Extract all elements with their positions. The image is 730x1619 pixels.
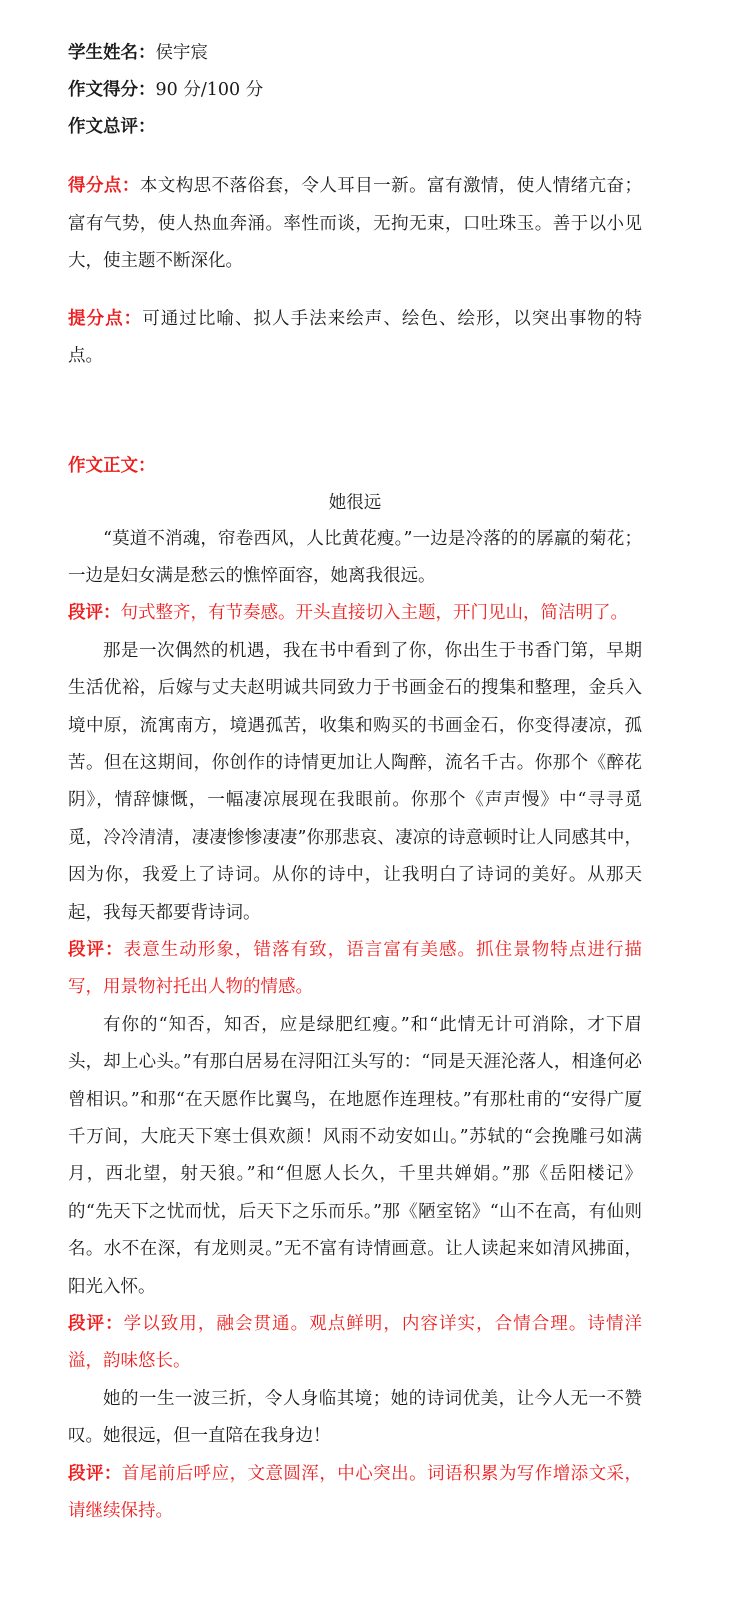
- essay-paragraph-3: 有你的“知否，知否，应是绿肥红瘦。”和“此情无计可消除，才下眉头，却上心头。”有那白居易在浔阳江头写的：“同是天涯沦落人，相逢何必曾相识。”和那“在天愿作比翼鸟，在地愿作连理枝。”有那杜甫的“安得广厦千万间，大庇天下寒士俱欢颜！风雨不动安如山。”苏轼的“会挽雕弓如满月，西北望，射天狼。”和“但愿人长久，千里共婵娟。”那《岳阳楼记》的“先天下之忧而忧，后天下之乐而乐。”那《陋室铭》“山不在高，有仙则名。水不在深，有龙则灵。”无不富有诗情画意。让人读起来如清风拂面，阳光入怀。: [68, 1014, 642, 1297]
- paragraph-review-4: [68, 1456, 642, 1531]
- paragraph-review-1: [68, 595, 642, 632]
- strengths-label: 得分点：: [68, 176, 140, 196]
- essay-report: [68, 0, 642, 1530]
- improvement-label: 提分点：: [68, 308, 143, 329]
- essay-score-value: 90 分/100 分: [155, 80, 264, 100]
- strengths-paragraph: [68, 168, 642, 281]
- improvement-paragraph: [68, 301, 642, 376]
- improvement-text: 可通过比喻、拟人手法来绘声、绘色、绘形，以突出事物的特点。: [68, 308, 643, 366]
- strengths-text: 本文构思不落俗套，令人耳目一新。富有激情，使人情绪亢奋；富有气势，使人热血奔涌。率性而谈，无拘无束，口吐珠玉。善于以小见大，使主题不断深化。: [68, 176, 643, 271]
- essay-score-line: [68, 72, 642, 109]
- review-label: 段评：: [68, 1314, 124, 1335]
- review-label: 段评：: [68, 939, 124, 960]
- student-name-label: 学生姓名：: [68, 43, 156, 63]
- essay-paragraph-4: 她的一生一波三折，令人身临其境；她的诗词优美，让今人无一不赞叹。她很远，但一直陪在我身边！: [68, 1388, 642, 1447]
- student-name-value: 侯宇宸: [155, 43, 208, 63]
- review-text: 学以致用，融会贯通。观点鲜明，内容详实，合情合理。诗情洋溢，韵味悠长。: [68, 1314, 643, 1372]
- essay-summary-label: 作文总评：: [68, 117, 156, 137]
- review-text: 首尾前后呼应，文意圆浑，中心突出。词语积累为写作增添文采，请继续保持。: [68, 1463, 643, 1522]
- review-label: 段评：: [68, 1463, 122, 1484]
- student-name-line: [68, 35, 642, 72]
- paragraph-review-3: [68, 1306, 642, 1381]
- essay-score-label: 作文得分：: [68, 80, 156, 100]
- review-text: 句式整齐，有节奏感。开头直接切入主题，开门见山，简洁明了。: [120, 603, 628, 624]
- review-label: 段评：: [68, 603, 121, 624]
- essay-paragraph-2: 那是一次偶然的机遇，我在书中看到了你，你出生于书香门第，早期生活优裕，后嫁与丈夫赵明诚共同致力于书画金石的搜集和整理，金兵入境中原，流寓南方，境遇孤苦，收集和购买的书画金石，你变得凄凉，孤苦。但在这期间，你创作的诗情更加让人陶醉，流名千古。你那个《醉花阴》，情辞慷慨，一幅凄凉展现在我眼前。你那个《声声慢》中“寻寻觅觅，冷冷清清，凄凄惨惨凄凄”你那悲哀、凄凉的诗意顿时让人同感其中，因为你，我爱上了诗词。从你的诗中，让我明白了诗词的美好。从那天起，我每天都要背诗词。: [68, 640, 642, 923]
- essay-body-heading: 作文正文：: [68, 455, 156, 476]
- paragraph-review-2: [68, 932, 642, 1007]
- essay-paragraph-1: “莫道不消魂，帘卷西风，人比黄花瘦。”一边是冷落的的孱羸的菊花；一边是妇女满是愁云的憔悴面容，她离我很远。: [68, 528, 642, 586]
- essay-summary-heading: [68, 109, 642, 146]
- essay-title: 她很远: [328, 492, 382, 513]
- review-text: 表意生动形象，错落有致，语言富有美感。抓住景物特点进行描写，用景物衬托出人物的情感。: [68, 939, 643, 998]
